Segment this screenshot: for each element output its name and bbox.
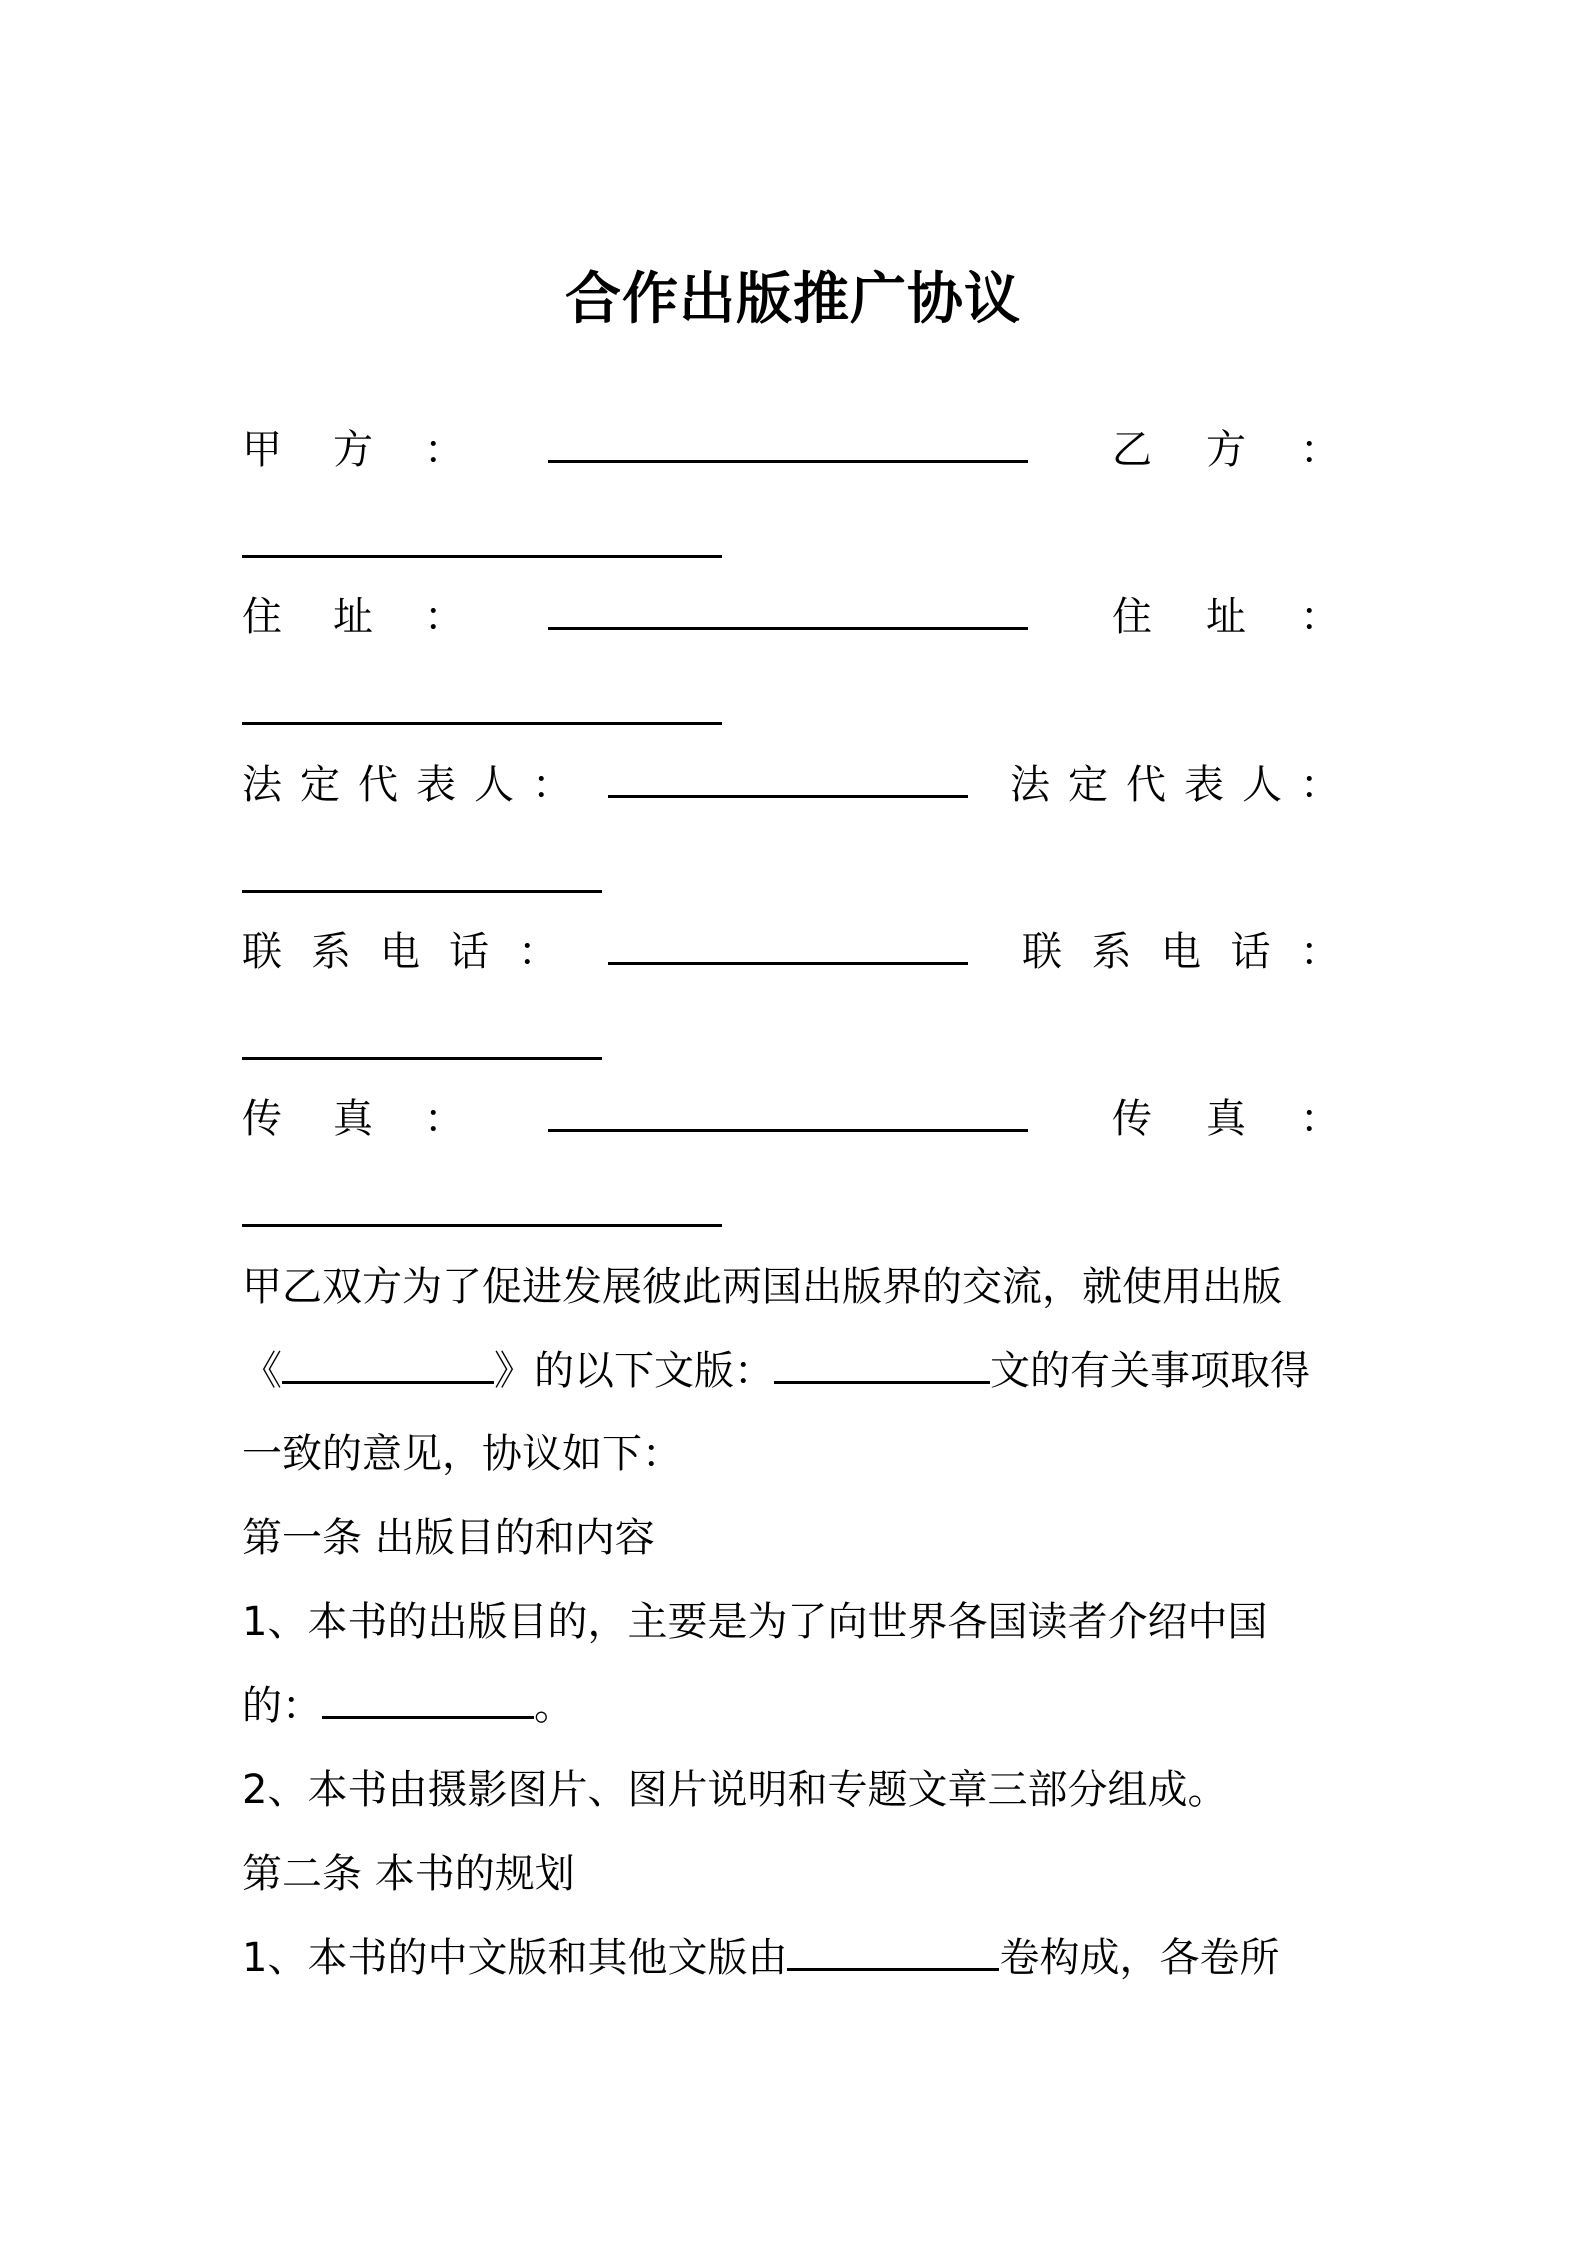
article-2-item-1-end: 卷构成，各卷所 bbox=[999, 1935, 1280, 1981]
document-title: 合作出版推广协议 bbox=[565, 267, 1021, 332]
party-a-label bbox=[242, 418, 464, 475]
article-1-item-2: 2、本书由摄影图片、图片说明和专题文章三部分组成。 bbox=[242, 1767, 1228, 1813]
rep-b-blank[interactable] bbox=[242, 890, 602, 893]
party-b-label-text: 乙 方 ： bbox=[1112, 427, 1340, 473]
phone-b-label-text: 联 系 电 话 ： bbox=[1022, 929, 1340, 975]
edition-blank[interactable] bbox=[774, 1377, 990, 1384]
rep-a-label bbox=[242, 753, 572, 810]
intro-line-2-open: 《 bbox=[242, 1348, 282, 1394]
party-a-label-text: 甲 方 ： bbox=[242, 427, 464, 473]
party-b-blank[interactable] bbox=[242, 555, 722, 558]
fax-a-blank[interactable] bbox=[548, 1129, 1028, 1132]
address-b-label-text: 住 址 ： bbox=[1112, 594, 1340, 640]
address-a-blank[interactable] bbox=[548, 627, 1028, 630]
party-a-blank[interactable] bbox=[548, 460, 1028, 463]
fax-a-label-text: 传 真 ： bbox=[242, 1096, 464, 1142]
intro-line-2-end: 文的有关事项取得 bbox=[990, 1348, 1310, 1394]
article-2-item-1 bbox=[242, 1926, 1362, 1983]
address-a-label-text: 住 址 ： bbox=[242, 594, 464, 640]
fax-b-label-text: 传 真 ： bbox=[1112, 1096, 1340, 1142]
fax-b-label bbox=[1112, 1087, 1340, 1144]
rep-a-blank[interactable] bbox=[608, 795, 968, 798]
address-b-blank[interactable] bbox=[242, 722, 722, 725]
rep-b-label bbox=[1010, 753, 1340, 810]
intro-line-2 bbox=[242, 1339, 1362, 1396]
intro-line-2-mid: 》的以下文版： bbox=[494, 1348, 774, 1394]
address-a-label bbox=[242, 585, 464, 642]
address-b-label bbox=[1112, 585, 1340, 642]
article-1-item-1-line-2-start: 的： bbox=[242, 1683, 322, 1729]
phone-b-blank[interactable] bbox=[242, 1057, 602, 1060]
article-1-item-1-line-2 bbox=[242, 1674, 1362, 1731]
rep-b-label-text: 法 定 代 表 人 ： bbox=[1010, 762, 1340, 808]
phone-a-label bbox=[242, 920, 558, 977]
purpose-blank[interactable] bbox=[322, 1712, 534, 1719]
volume-count-blank[interactable] bbox=[787, 1964, 999, 1971]
intro-line-3: 一致的意见，协议如下： bbox=[242, 1431, 682, 1477]
article-2-item-1-start: 1、本书的中文版和其他文版由 bbox=[242, 1935, 788, 1981]
party-b-label bbox=[1112, 418, 1340, 475]
phone-a-blank[interactable] bbox=[608, 962, 968, 965]
fax-a-label bbox=[242, 1087, 464, 1144]
article-1-item-1-line-2-end: 。 bbox=[534, 1683, 574, 1729]
article-1-title: 第一条 出版目的和内容 bbox=[242, 1515, 655, 1561]
rep-a-label-text: 法 定 代 表 人 ： bbox=[242, 762, 572, 808]
phone-b-label bbox=[1022, 920, 1340, 977]
article-1-item-1-line-1: 1、本书的出版目的，主要是为了向世界各国读者介绍中国 bbox=[242, 1599, 1268, 1645]
book-title-blank[interactable] bbox=[282, 1377, 494, 1384]
intro-line-1: 甲乙双方为了促进发展彼此两国出版界的交流，就使用出版 bbox=[242, 1264, 1282, 1310]
fax-b-blank[interactable] bbox=[242, 1224, 722, 1227]
article-2-title: 第二条 本书的规划 bbox=[242, 1851, 575, 1897]
phone-a-label-text: 联 系 电 话 ： bbox=[242, 929, 558, 975]
